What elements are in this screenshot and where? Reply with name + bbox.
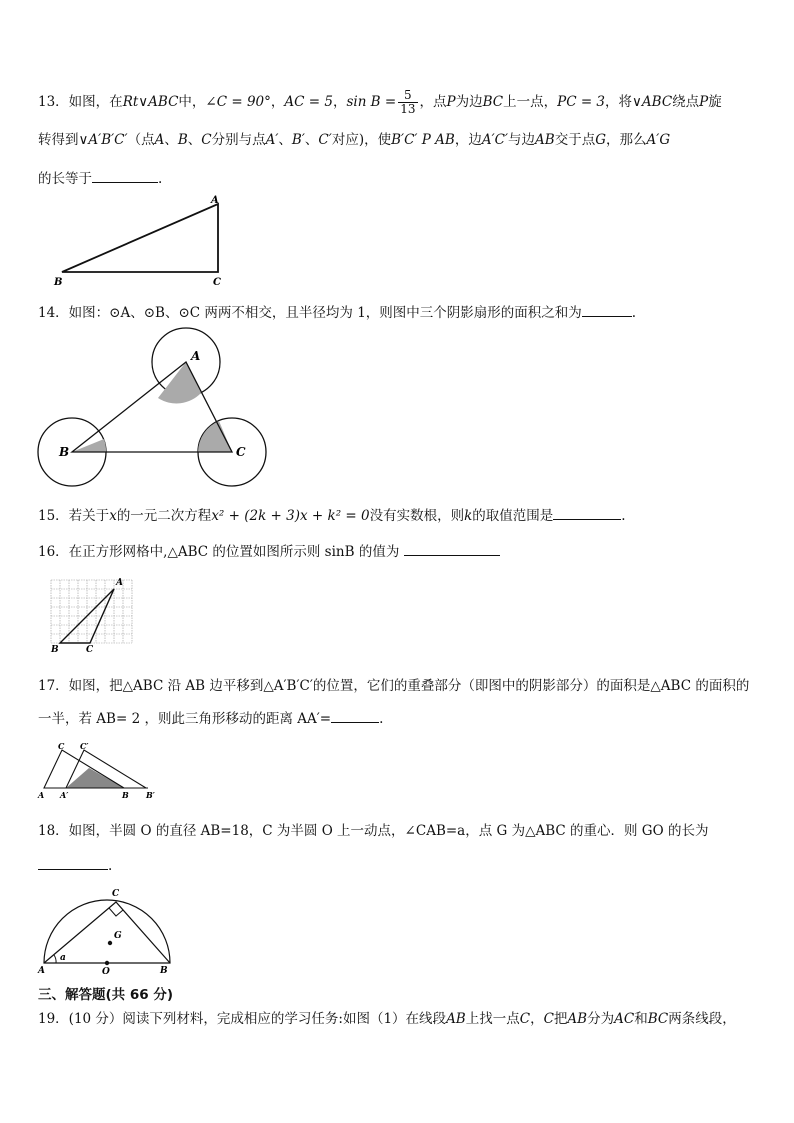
angle-a-arc — [54, 955, 56, 963]
q17-text: 一半，若 AB= 2 ，则此三角形移动的距离 AA′= — [38, 711, 332, 727]
label-c: C — [58, 741, 65, 751]
q13-text: 与边 — [508, 132, 536, 148]
q13-text: 中， — [178, 94, 206, 110]
q14-text: . — [631, 305, 637, 321]
answer-blank[interactable] — [582, 302, 632, 317]
q13-text: ，将 — [605, 94, 633, 110]
answer-blank[interactable] — [331, 708, 379, 723]
q13-math: B′ — [291, 132, 305, 148]
q13-text: 绕点 — [672, 94, 700, 110]
q13-text: ， — [332, 94, 347, 110]
fraction-denominator: 13 — [400, 102, 416, 116]
q13-text: 13．如图，在 — [38, 94, 123, 110]
q13-math: sin B = — [346, 94, 397, 110]
triangle-abc — [60, 589, 114, 643]
answer-blank[interactable] — [404, 541, 500, 556]
answer-blank[interactable] — [38, 855, 108, 870]
q19-math: AB — [446, 1011, 466, 1027]
label-a: A — [38, 790, 45, 800]
q15-text: 没有实数根，则 — [369, 508, 465, 524]
q13-math: A′ — [265, 132, 279, 148]
label-c: C — [86, 645, 94, 655]
q18-semicircle-figure — [36, 886, 186, 976]
q19-math: AB — [567, 1011, 588, 1027]
q17-text: . — [379, 711, 384, 727]
q13-text: 、 — [164, 132, 178, 148]
label-g: G — [114, 931, 122, 941]
q13-math: BC — [482, 94, 504, 110]
sector-a — [158, 362, 201, 403]
label-a: A — [211, 195, 219, 206]
label-b: B — [160, 966, 168, 976]
q13-text: 转得到 — [38, 132, 79, 148]
q18-text: 18．如图，半圆 O 的直径 AB=18，C 为半圆 O 上一动点，∠CAB=a，点 G 为△ABC 的重心．则 GO 的长为 — [38, 823, 709, 839]
label-a: A — [116, 578, 123, 588]
q15-math: x — [109, 508, 117, 524]
q13-text: 、 — [278, 132, 292, 148]
right-angle-mark — [109, 908, 123, 916]
answer-blank[interactable] — [92, 168, 158, 183]
label-a: A — [191, 349, 201, 363]
q13-math: Rt∨ABC — [122, 94, 179, 110]
q17-translation-figure — [36, 740, 166, 800]
q19-text: 把 — [553, 1011, 568, 1027]
sector-c — [198, 421, 232, 452]
q13-line-2 — [38, 131, 670, 149]
label-b: B — [54, 277, 63, 288]
q13-text: 、 — [304, 132, 319, 148]
q13-math: ∨A′B′C′ — [78, 132, 128, 148]
q13-math: AC = 5 — [284, 94, 333, 110]
q13-text: ， — [270, 94, 285, 110]
label-b-prime: B′ — [146, 790, 155, 800]
label-c: C — [213, 277, 221, 288]
q13-text: 为边 — [455, 94, 483, 110]
q17-line-2 — [38, 708, 383, 728]
fraction-5-13 — [398, 89, 417, 116]
label-c-prime: C′ — [80, 741, 89, 751]
q13-text: 旋 — [708, 94, 722, 110]
q19-math: C — [519, 1011, 531, 1027]
q19-text: 两条线段， — [668, 1011, 736, 1027]
q13-triangle-figure — [50, 192, 250, 292]
sector-b — [72, 439, 106, 452]
label-b: B — [122, 790, 129, 800]
q13-math: A — [154, 132, 165, 148]
q13-text: （点 — [127, 132, 155, 148]
label-b: B — [51, 645, 59, 655]
q15-equation: x² + (2k + 3)x + k² = 0 — [211, 508, 370, 524]
q13-text: ，那么 — [606, 132, 647, 148]
center-o — [105, 961, 109, 965]
q13-math: G — [595, 132, 607, 148]
label-o: O — [102, 967, 110, 977]
q13-text: 分别与点 — [211, 132, 266, 148]
q13-line-3 — [38, 168, 162, 188]
q15-text: . — [621, 508, 626, 524]
q19-text: 和 — [634, 1011, 648, 1027]
q13-math: B′C′ P AB — [391, 132, 455, 148]
q16-line — [38, 541, 500, 561]
q13-text: 的长等于 — [38, 171, 92, 187]
q13-math: A′G — [646, 132, 671, 148]
q19-math: AC — [614, 1011, 635, 1027]
label-b: B — [59, 445, 70, 459]
q16-grid-figure — [46, 575, 146, 655]
q14-circles-figure — [38, 328, 278, 488]
q17-text: 17．如图，把△ABC 沿 AB 边平移到△A′B′C′的位置，它们的重叠部分（即图中的阴影部分）的面积是△ABC 的面积的 — [38, 678, 750, 694]
q13-math: ∠C = 90° — [205, 94, 271, 110]
q13-math: C′ — [318, 132, 332, 148]
q19-math: C — [543, 1011, 554, 1027]
label-c: C — [236, 445, 246, 459]
q18-line-1 — [38, 822, 708, 840]
overlap-shading — [66, 768, 124, 788]
q16-text: 16．在正方形网格中,△ABC 的位置如图所示则 sinB 的值为 — [38, 544, 400, 560]
q18-text: . — [108, 858, 113, 874]
q13-text: 、 — [187, 132, 202, 148]
q19-text: 分为 — [587, 1011, 615, 1027]
q15-math: k — [464, 508, 473, 524]
q13-text: 上一点， — [503, 94, 558, 110]
q13-text: ，边 — [454, 132, 482, 148]
q13-math: A′C′ — [481, 132, 509, 148]
q13-math: P — [446, 94, 456, 110]
q14-text: 14．如图：⊙A、⊙B、⊙C 两两不相交，且半径均为 1，则图中三个阴影扇形的面积之和为 — [38, 305, 582, 321]
q19-text: 上找一点 — [465, 1011, 520, 1027]
q19-text: ， — [530, 1011, 544, 1027]
q19-line — [38, 1010, 736, 1028]
q13-math: AB — [535, 132, 555, 148]
q13-math: C — [201, 132, 212, 148]
q14-line — [38, 302, 636, 322]
q15-text: 15．若关于 — [38, 508, 110, 524]
q13-text: 对应)，使 — [331, 132, 392, 148]
triangle-abc — [62, 204, 218, 272]
q13-text: ，点 — [419, 94, 447, 110]
label-a: A — [38, 966, 45, 976]
section-heading: 三、解答题(共 66 分) — [38, 987, 174, 1003]
label-alpha: a — [60, 953, 66, 963]
fraction-numerator: 5 — [398, 89, 417, 103]
q13-math: P — [699, 94, 709, 110]
q17-line-1 — [38, 677, 749, 695]
q13-line-1 — [38, 89, 722, 116]
q13-math: PC = 3 — [557, 94, 606, 110]
q13-math: B — [177, 132, 188, 148]
q18-line-2 — [38, 855, 112, 875]
q15-line — [38, 505, 626, 525]
answer-blank[interactable] — [553, 505, 621, 520]
q15-text: 的取值范围是 — [472, 508, 554, 524]
q13-text: . — [158, 171, 163, 187]
label-c: C — [112, 889, 120, 899]
q13-text: 交于点 — [554, 132, 596, 148]
q19-text: 19．(10 分）阅读下列材料，完成相应的学习任务:如图（1）在线段 — [38, 1011, 447, 1027]
q15-text: 的一元二次方程 — [116, 508, 212, 524]
label-a-prime: A′ — [60, 790, 69, 800]
centroid-g — [108, 941, 112, 945]
q13-math: ∨ABC — [632, 94, 673, 110]
q19-math: BC — [647, 1011, 669, 1027]
